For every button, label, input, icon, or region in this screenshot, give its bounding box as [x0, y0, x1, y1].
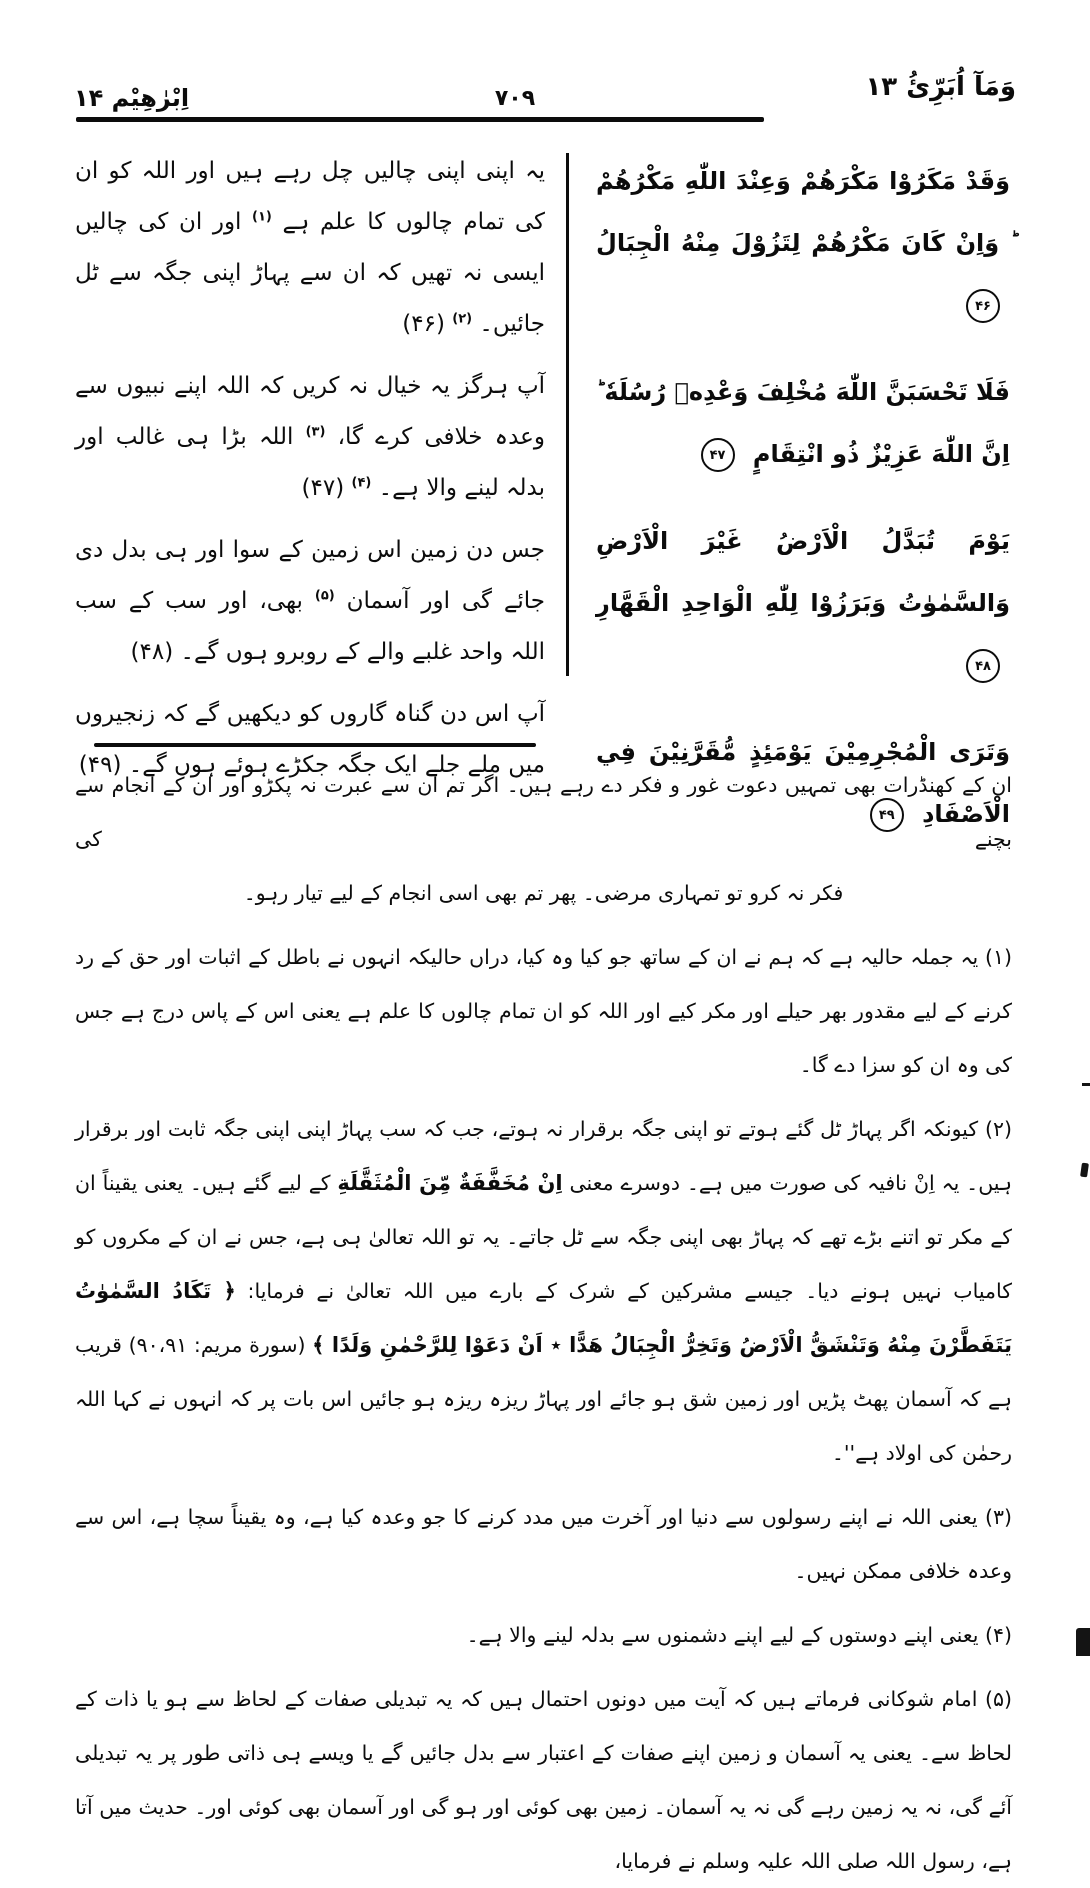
footnote-text: کیونکہ اگر پہاڑ ٹل گئے ہوتے تو اپنی جگہ برقرار نہ ہوتے، جب کہ سب پہاڑ اپنی اپنی جگہ ثابت اور برقرار ہیں۔ یہ اِنْ نافیہ کی صورت میں ہے۔ دوسرے معنی [75, 1117, 1012, 1195]
footnote-continuation-line1: ان کے کھنڈرات بھی تمہیں دعوت غور و فکر دے رہے ہیں۔ اگر تم ان سے عبرت نہ پکڑو اور ان کے انجام سے بچنے کی [75, 773, 1012, 851]
header-surah-name: اِبْرٰهِيْم ۱۴ [74, 84, 190, 112]
arabic-ayah-text: فَلَا تَحْسَبَنَّ اللّٰهَ مُخْلِفَ وَعْدِهٖ رُسُلَهٗ ؕ اِنَّ اللّٰهَ عَزِيْزٌ ذُو انْتِقَامٍ [596, 378, 1010, 468]
column-divider-line [566, 153, 569, 676]
footnote-number: (۱) [978, 945, 1012, 969]
urdu-verse-۴۶ [75, 146, 545, 350]
footnote-continuation-line2: فکر نہ کرو تو تمہاری مرضی۔ پھر تم بھی اسی انجام کے لیے تیار رہو۔ [243, 881, 844, 905]
header-juz-name: وَمَآ اُبَرِّئُ ۱۳ [865, 72, 1016, 102]
urdu-translation-text: اور ان کی چالیں ایسی نہ تھیں کہ ان سے پہاڑ اپنی جگہ سے ٹل جائیں۔ [75, 209, 545, 337]
footnote-1 [75, 930, 1012, 1092]
footnote-text: یعنی اللہ نے اپنے رسولوں سے دنیا اور آخرت میں مدد کرنے کا جو وعدہ کیا ہے، وہ یقیناً سچا ہے، اس سے وعدہ خلافی ممکن نہیں۔ [75, 1505, 1012, 1583]
urdu-verse-۴۸ [75, 525, 545, 678]
footnote-separator-rule [94, 743, 536, 747]
footnote-text: یہ جملہ حالیہ ہے کہ ہم نے ان کے ساتھ جو کیا وہ کیا، دراں حالیکہ انہوں نے باطل کے اثبات اور حق کے رد کرنے کے لیے مقدور بھر حیلے اور مکر کیے اور اللہ کو ان تمام چالوں کا علم ہے یعنی اس کے پاس درج ہے جس کی وہ ان کو سزا دے گا۔ [75, 945, 1012, 1077]
scan-artifact-dash [1082, 1083, 1090, 1086]
ayah-number-circle: ۴۹ [870, 798, 904, 832]
footnote-marker-superscript: (۵) [314, 588, 335, 604]
urdu-verse-۴۷ [75, 361, 545, 514]
ayah-number-circle: ۴۸ [966, 649, 1000, 683]
urdu-translation-text: (۴۶) [402, 311, 453, 337]
urdu-translation-text: یہ اپنی اپنی چالیں چل رہے ہیں اور اللہ کو ان کی تمام چالوں کا علم ہے [75, 158, 546, 235]
arabic-ayah-text: وَقَدْ مَكَرُوْا مَكْرَهُمْ وَعِنْدَ اللّٰهِ مَكْرُهُمْ ؕ وَاِنْ كَانَ مَكْرُهُمْ لِتَزُوْلَ مِنْهُ الْجِبَالُ [596, 167, 1010, 257]
ayah-number-circle: ۴۶ [966, 289, 1000, 323]
footnote-text: (سورة مريم: ۹۰،۹۱) قریب ہے کہ آسمان پھٹ پڑیں اور زمین شق ہو جائے اور پہاڑ ریزہ ریزہ ہو جائیں اس بات پر کہ انہوں نے کہا اللہ رحمٰن کی اولاد ہے''۔ [75, 1333, 1012, 1465]
urdu-translation-column [75, 146, 545, 802]
footnote-number: (۵) [977, 1687, 1012, 1711]
footnote-number: (۳) [977, 1505, 1013, 1529]
urdu-translation-text: بھی، اور سب کے سب اللہ واحد غلبے والے کے روبرو ہوں گے۔ (۴۸) [75, 588, 545, 665]
scan-artifact-corner-blob [1076, 1628, 1090, 1656]
scan-artifact-mark [1080, 1163, 1089, 1178]
arabic-ayah-۴۷ [596, 361, 1010, 485]
page-number: ۷۰۹ [494, 86, 536, 111]
arabic-ayah-text: وَتَرَى الْمُجْرِمِيْنَ يَوْمَئِذٍ مُّقَرَّنِيْنَ فِي الْاَصْفَادِ [596, 738, 1010, 828]
footnote-marker-superscript: (۳) [305, 424, 326, 440]
footnote-4 [75, 1608, 1012, 1662]
urdu-translation-text: (۴۷) [301, 475, 352, 501]
footnote-number: (۴) [978, 1623, 1012, 1647]
footnote-marker-superscript: (۲) [452, 311, 473, 327]
urdu-translation-text: آپ اس دن گناہ گاروں کو دیکھیں گے کہ زنجیروں میں ملے جلے ایک جگہ جکڑے ہوئے ہوں گے۔ (۴۹) [75, 701, 545, 778]
inline-arabic-quote: اِنْ مُخَفَّفَةٌ مِّنَ الْمُثَقَّلَةِ [337, 1171, 563, 1195]
urdu-translation-text: اللہ بڑا ہی غالب اور بدلہ لینے والا ہے۔ [75, 424, 545, 501]
footnotes-section [75, 758, 1012, 1888]
inline-arabic-quote: ﴿ تَكَادُ السَّمٰوٰتُ يَتَفَطَّرْنَ مِنْهُ وَتَنْشَقُّ الْاَرْضُ وَتَخِرُّ الْجِبَالُ هَدًّا ٭ اَنْ دَعَوْا لِلرَّحْمٰنِ وَلَدًا ﴾ [75, 1279, 1012, 1357]
arabic-ayah-۴۶ [596, 150, 1010, 336]
footnote-text: امام شوکانی فرماتے ہیں کہ آیت میں دونوں احتمال ہیں کہ یہ تبدیلی صفات کے لحاظ سے ہو یا ذات کے لحاظ سے۔ یعنی یہ آسمان و زمین اپنے صفات کے اعتبار سے بدل جائیں گے یا ویسے ہی ذاتی طور پر یہ تبدیلی آئے گی، نہ یہ زمین رہے گی نہ یہ آسمان۔ زمین بھی کوئی اور ہو گی اور آسمان بھی کوئی اور۔ حدیث میں آتا ہے، رسول اللہ صلی اللہ علیہ وسلم نے فرمایا، [75, 1687, 1012, 1873]
arabic-ayah-۴۸ [596, 510, 1010, 696]
footnote-marker-superscript: (۱) [252, 209, 272, 225]
ayah-number-circle: ۴۷ [701, 438, 735, 472]
arabic-ayah-text: يَوْمَ تُبَدَّلُ الْاَرْضُ غَيْرَ الْاَرْضِ وَالسَّمٰوٰتُ وَبَرَزُوْا لِلّٰهِ الْوَاحِدِ الْقَهَّارِ [596, 527, 1010, 617]
footnote-3 [75, 1490, 1012, 1598]
footnote-text: یعنی اپنے دوستوں کے لیے اپنے دشمنوں سے بدلہ لینے والا ہے۔ [466, 1623, 979, 1647]
footnote-marker-superscript: (۴) [351, 475, 372, 491]
header-rule [76, 117, 764, 122]
footnote-text: کے لیے گئے ہیں۔ یعنی یقیناً ان کے مکر تو اتنے بڑے تھے کہ پہاڑ بھی اپنی جگہ سے ٹل جاتے۔ یہ تو اللہ تعالیٰ ہی ہے، جس نے ان کے مکروں کو کامیاب نہیں ہونے دیا۔ جیسے مشرکین کے شرک کے بارے میں اللہ تعالیٰ نے فرمایا: [75, 1171, 1012, 1303]
urdu-translation-text: جس دن زمین اس زمین کے سوا اور ہی بدل دی جائے گی اور آسمان [75, 537, 545, 614]
urdu-translation-text: آپ ہرگز یہ خیال نہ کریں کہ اللہ اپنے نبیوں سے وعدہ خلافی کرے گا، [75, 373, 546, 450]
footnote-5 [75, 1672, 1012, 1888]
footnote-2 [75, 1102, 1012, 1480]
footnote-number: (۲) [978, 1117, 1012, 1141]
